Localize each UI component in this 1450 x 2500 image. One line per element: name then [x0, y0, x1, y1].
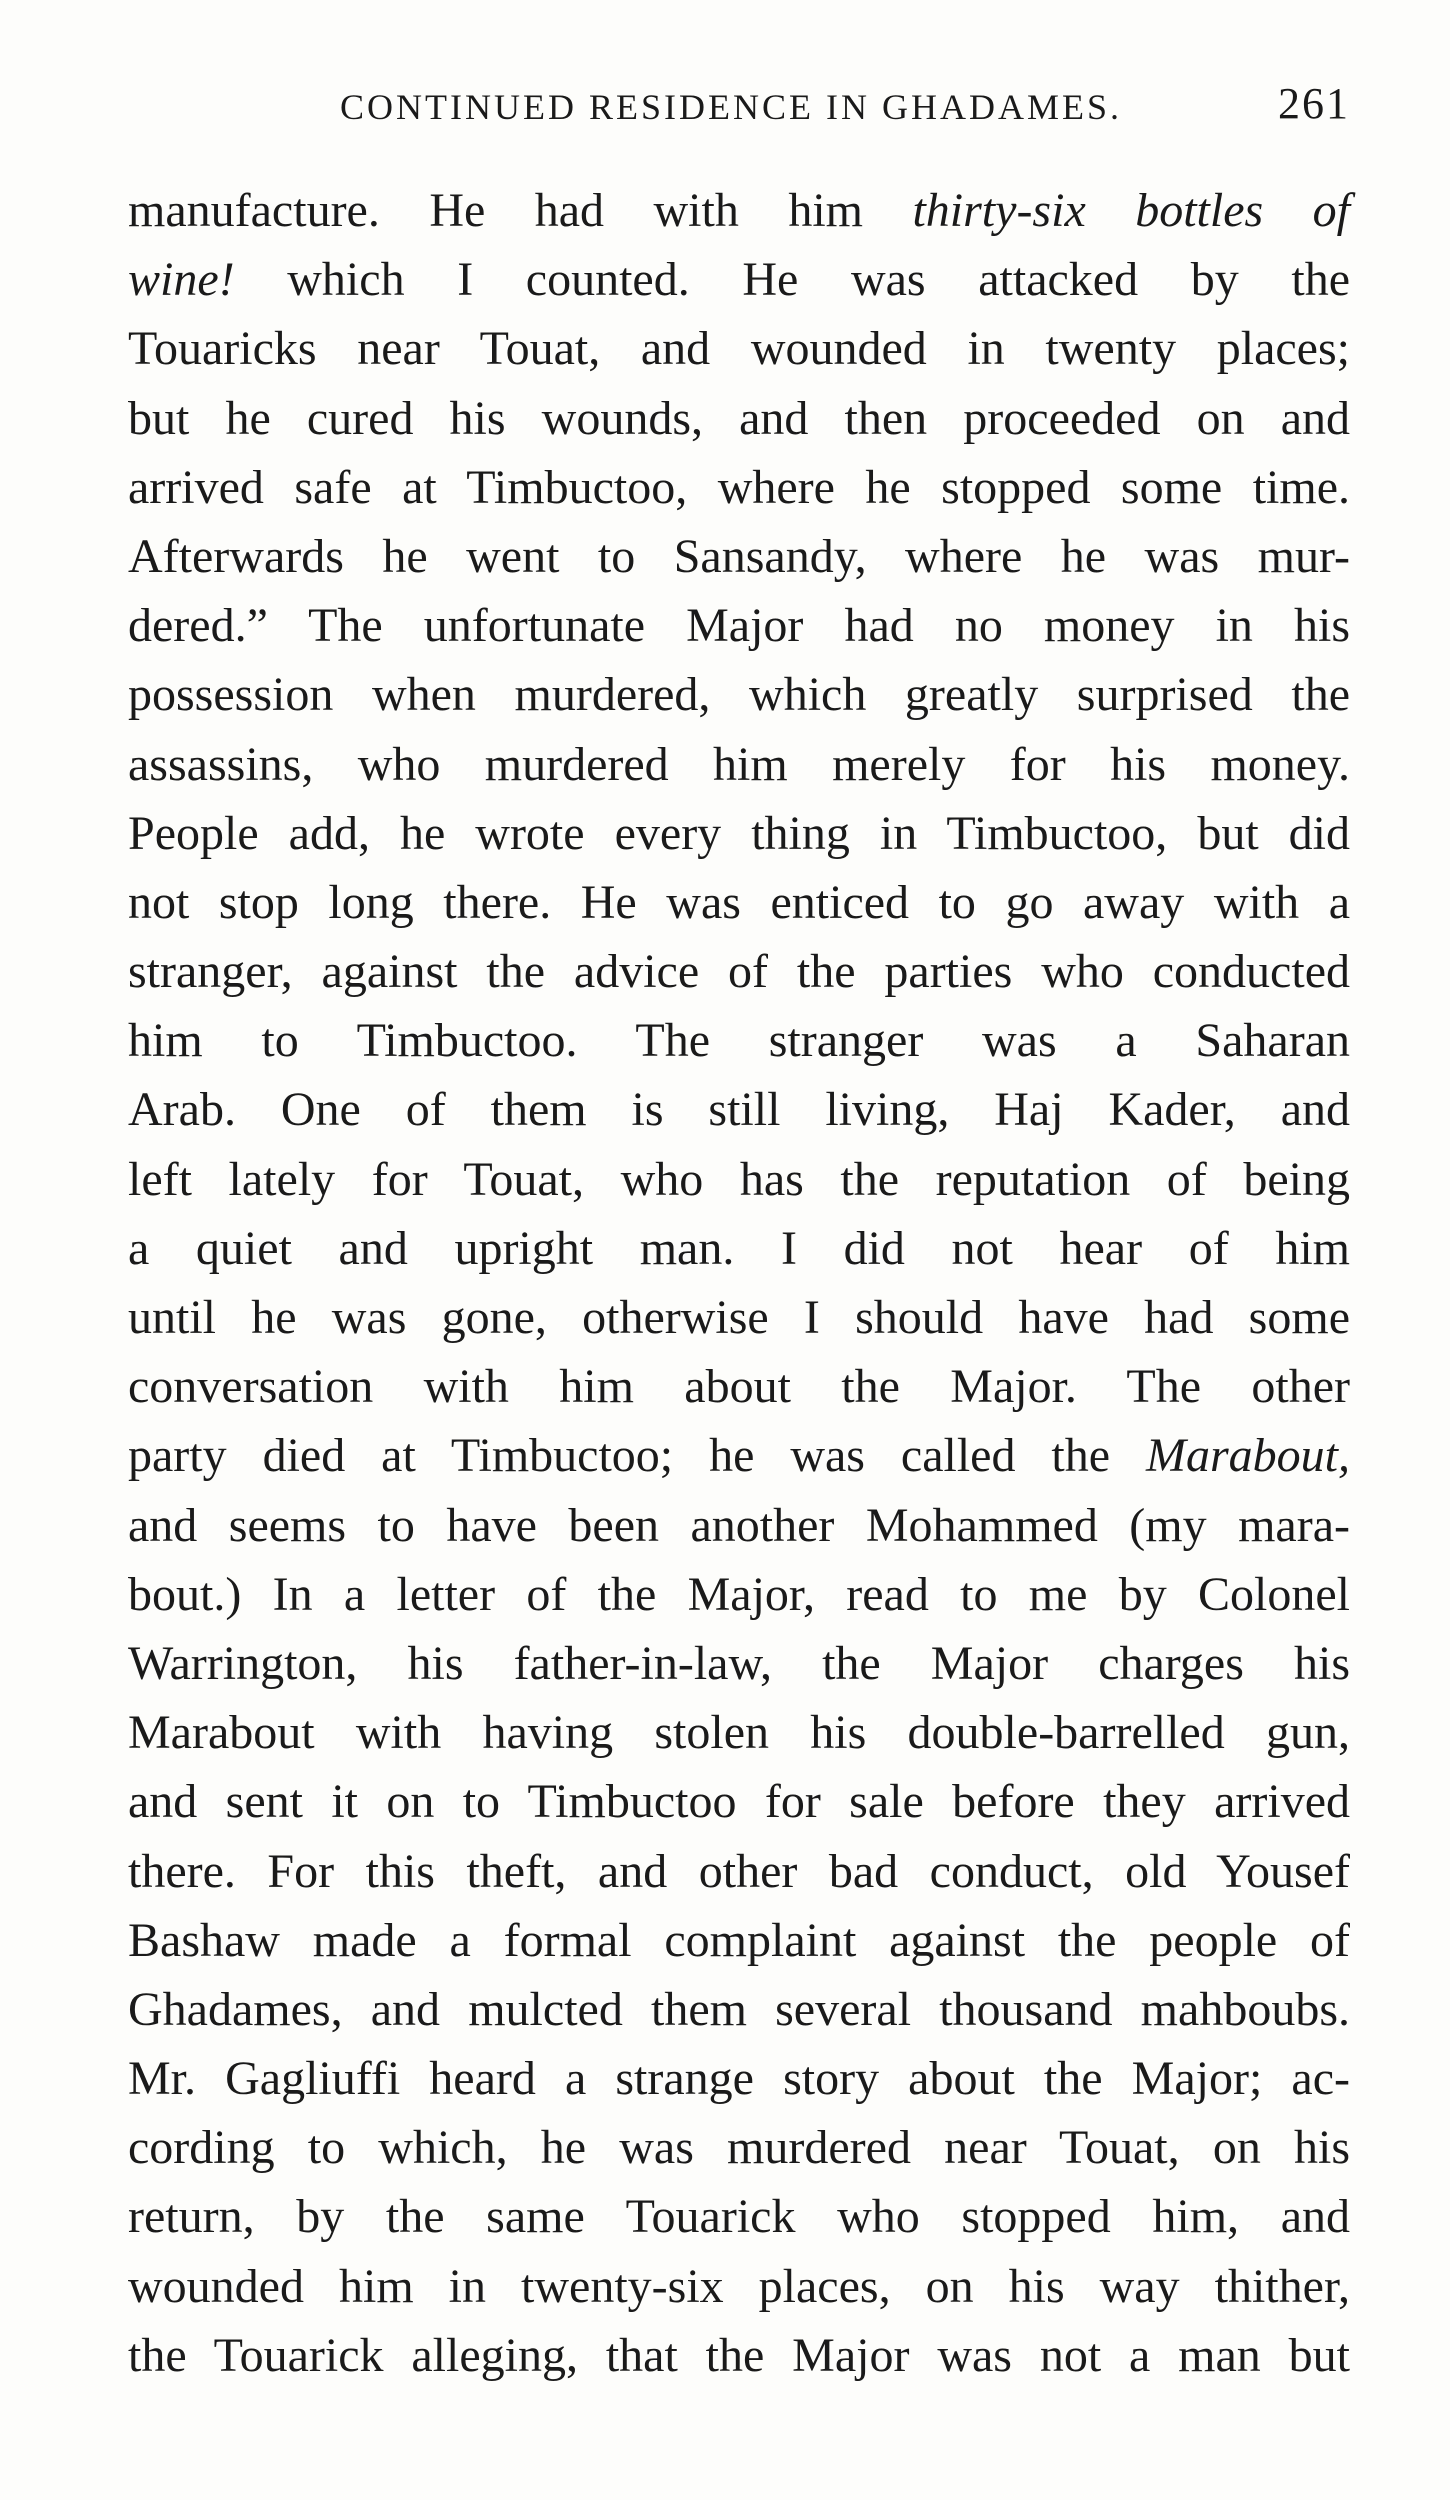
text-segment: arrived safe at Timbuctoo, where he stopped some time.: [128, 460, 1350, 514]
text-line: [128, 1352, 1350, 1421]
text-line: [128, 1906, 1350, 1975]
text-segment: not stop long there. He was enticed to go away with a: [128, 875, 1350, 929]
text-segment: left lately for Touat, who has the reputation of being: [128, 1152, 1350, 1206]
text-segment: Warrington, his father-in-law, the Major charges his: [128, 1636, 1350, 1690]
text-line: [128, 1560, 1350, 1629]
text-line: [128, 1006, 1350, 1075]
text-line: [128, 868, 1350, 937]
text-segment: possession when murdered, which greatly surprised the: [128, 668, 1350, 722]
text-segment: assassins, who murdered him merely for his money.: [128, 737, 1350, 791]
running-title: CONTINUED RESIDENCE IN GHADAMES.: [340, 87, 1122, 127]
text-segment: Bashaw made a formal complaint against the people of: [128, 1913, 1350, 1967]
text-segment: party died at Timbuctoo; he was called the: [128, 1429, 1146, 1483]
text-line: [128, 314, 1350, 383]
text-segment: bout.) In a letter of the Major, read to me by Colonel: [128, 1567, 1350, 1621]
text-line: [128, 522, 1350, 591]
text-line: [128, 384, 1350, 453]
running-head: [128, 78, 1350, 138]
text-segment: until he was gone, otherwise I should have had some: [128, 1291, 1350, 1344]
text-segment: return, by the same Touarick who stopped him, and: [128, 2190, 1350, 2244]
text-segment: manufacture. He had with him: [128, 184, 913, 237]
text-segment: a quiet and upright man. I did not hear of him: [128, 1221, 1350, 1275]
text-segment: there. For this theft, and other bad conduct, old Yousef: [128, 1844, 1350, 1898]
text-line: [128, 245, 1350, 314]
body-text: [128, 176, 1350, 2390]
text-segment: which I counted. He was attacked by the: [234, 253, 1350, 307]
text-line: [128, 660, 1350, 729]
text-segment: him to Timbuctoo. The stranger was a Saharan: [128, 1014, 1350, 1068]
text-segment: wounded him in twenty-six places, on his way thither,: [128, 2259, 1350, 2313]
text-line: [128, 1767, 1350, 1836]
text-segment: stranger, against the advice of the parties who conducted: [128, 945, 1350, 999]
text-segment: People add, he wrote every thing in Timbuctoo, but did: [128, 806, 1350, 860]
text-line: [128, 1837, 1350, 1906]
text-segment: conversation with him about the Major. The other: [128, 1360, 1350, 1414]
text-line: [128, 1283, 1350, 1352]
text-segment: the Touarick alleging, that the Major was not a man but: [128, 2328, 1350, 2382]
italic-text: Marabout,: [1146, 1429, 1350, 1483]
text-line: [128, 1491, 1350, 1560]
text-line: [128, 453, 1350, 522]
text-line: [128, 799, 1350, 868]
text-line: [128, 2252, 1350, 2321]
text-line: [128, 1975, 1350, 2044]
text-line: [128, 2182, 1350, 2251]
text-line: [128, 2321, 1350, 2390]
text-segment: Ghadames, and mulcted them several thousand mahboubs.: [128, 1982, 1350, 2036]
text-line: [128, 591, 1350, 660]
text-segment: Marabout with having stolen his double-barrelled gun,: [128, 1706, 1350, 1760]
text-segment: Afterwards he went to Sansandy, where he was mur-: [128, 529, 1350, 583]
page-number: 261: [1278, 79, 1350, 128]
text-segment: Touaricks near Touat, and wounded in twenty places;: [128, 322, 1350, 376]
text-line: [128, 1145, 1350, 1214]
text-segment: cording to which, he was murdered near Touat, on his: [128, 2121, 1350, 2175]
text-line: [128, 1629, 1350, 1698]
text-line: [128, 2113, 1350, 2182]
text-segment: and sent it on to Timbuctoo for sale before they arrived: [128, 1775, 1350, 1829]
text-line: [128, 1421, 1350, 1490]
text-segment: but he cured his wounds, and then proceeded on and: [128, 391, 1350, 445]
italic-text: thirty-six bottles of: [912, 184, 1351, 237]
italic-text: wine!: [128, 253, 235, 307]
text-line: [128, 2044, 1350, 2113]
text-line: [128, 1214, 1350, 1283]
text-segment: and seems to have been another Mohammed (my mara-: [128, 1498, 1350, 1552]
text-line: [128, 1698, 1350, 1767]
text-segment: dered.” The unfortunate Major had no money in his: [128, 599, 1350, 653]
text-line: [128, 937, 1350, 1006]
text-segment: Mr. Gagliuffi heard a strange story about the Major; ac-: [128, 2052, 1350, 2106]
text-line: [128, 730, 1350, 799]
text-line: [128, 176, 1350, 245]
text-segment: Arab. One of them is still living, Haj Kader, and: [128, 1083, 1350, 1137]
text-line: [128, 1075, 1350, 1144]
